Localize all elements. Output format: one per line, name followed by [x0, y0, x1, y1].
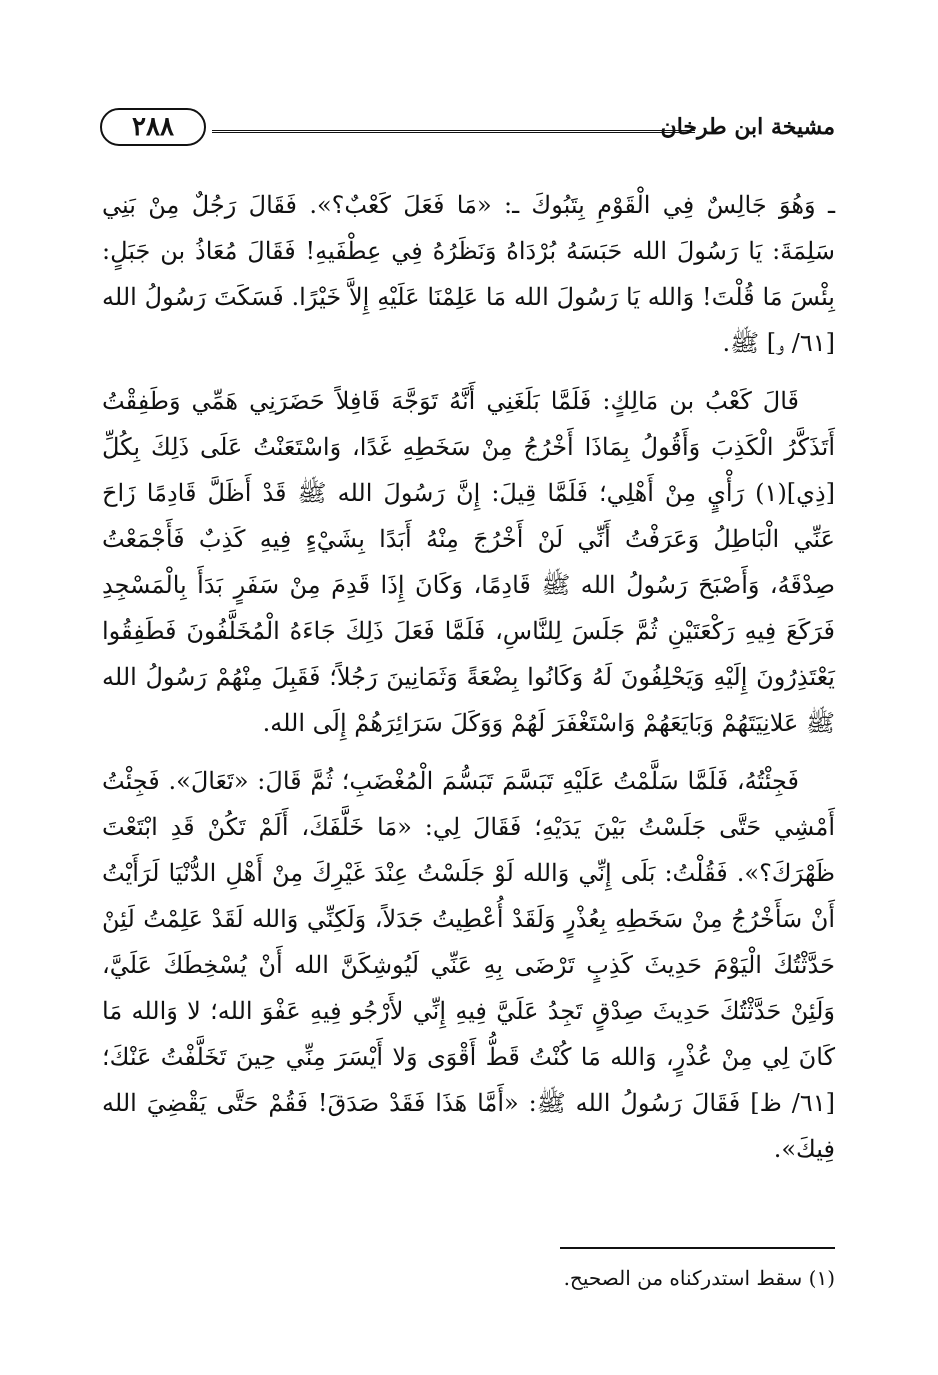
page-number: ٢٨٨: [100, 108, 206, 146]
paragraph: قَالَ كَعْبُ بن مَالِكٍ: فَلَمَّا بَلَغَنِي أَنَّهُ تَوَجَّهَ قَافِلاً حَضَرَنِي هَمِّي وَطَفِقْتُ أَتَذَكَّرُ الْكَذِبَ وَأَقُولُ بِمَاذَا أَخْرُجُ مِنْ سَخَطِهِ غَدًا، وَاسْتَعَنْتُ عَلَى ذَلِكَ بِكُلِّ [ذِي](١) رَأْيٍ مِنْ أَهْلِي؛ فَلَمَّا قِيلَ: إِنَّ رَسُولَ الله ﷺ قَدْ أَظَلَّ قَادِمًا زَاحَ عَنِّي الْبَاطِلُ وَعَرَفْتُ أَنِّي لَنْ أَخْرُجَ مِنْهُ أَبَدًا بِشَيْءٍ فِيهِ كَذِبٌ فَأَجْمَعْتُ صِدْقَهُ، وَأَصْبَحَ رَسُولُ الله ﷺ قَادِمًا، وَكَانَ إِذَا قَدِمَ مِنْ سَفَرٍ بَدَأَ بِالْمَسْجِدِ فَرَكَعَ فِيهِ رَكْعَتَيْنِ ثُمَّ جَلَسَ لِلنَّاسِ، فَلَمَّا فَعَلَ ذَلِكَ جَاءَهُ الْمُخَلَّفُونَ فَطَفِقُوا يَعْتَذِرُونَ إِلَيْهِ وَيَحْلِفُونَ لَهُ وَكَانُوا بِضْعَةً وَثَمَانِينَ رَجُلاً؛ فَقَبِلَ مِنْهُمْ رَسُولُ الله ﷺ عَلانِيَتَهُمْ وَبَايَعَهُمْ وَاسْتَغْفَرَ لَهُمْ وَوَكَلَ سَرَائِرَهُمْ إِلَى الله.: [102, 387, 835, 737]
footnote: (١) سقط استدركناه من الصحيح.: [563, 1266, 835, 1290]
main-text: [102, 182, 835, 1184]
paragraph: ـ وَهُوَ جَالِسٌ فِي الْقَوْمِ بِتَبُوكَ ـ: «مَا فَعَلَ كَعْبٌ؟». فَقَالَ رَجُلٌ مِنْ بَنِي سَلِمَةَ: يَا رَسُولَ الله حَبَسَهُ بُرْدَاهُ وَنَظَرُهُ فِي عِطْفَيهِ! فَقَالَ مُعَاذُ بن جَبَلٍ: بِئْسَ مَا قُلْتَ! وَالله يَا رَسُولَ الله مَا عَلِمْنَا عَلَيْهِ إِلاَّ خَيْرًا. فَسَكَتَ رَسُولُ الله [٦١/ و] ﷺ.: [102, 191, 835, 357]
header-divider: [212, 130, 695, 136]
page-header: [100, 100, 835, 160]
paragraph: فَجِئْتُهُ، فَلَمَّا سَلَّمْتُ عَلَيْهِ تَبَسَّمَ تَبَسُّمَ الْمُغْضَبِ؛ ثُمَّ قَالَ: «تَعَالَ». فَجِئْتُ أَمْشِي حَتَّى جَلَسْتُ بَيْنَ يَدَيْهِ؛ فَقَالَ لِي: «مَا خَلَّفَكَ، أَلَمْ تَكُنْ قَدِ ابْتَعْتَ ظَهْرَكَ؟». فَقُلْتُ: بَلَى إِنِّي وَالله لَوْ جَلَسْتُ عِنْدَ غَيْرِكَ مِنْ أَهْلِ الدُّنْيَا لَرَأَيْتُ أَنْ سَأَخْرُجُ مِنْ سَخَطِهِ بِعُذْرٍ وَلَقَدْ أُعْطِيتُ جَدَلاً، وَلَكِنِّي وَالله لَقَدْ عَلِمْتُ لَئِنْ حَدَّثْتُكَ الْيَوْمَ حَدِيثَ كَذِبٍ تَرْضَى بِهِ عَنِّي لَيُوشِكَنَّ الله أَنْ يُسْخِطَكَ عَلَيَّ، وَلَئِنْ حَدَّثْتُكَ حَدِيثَ صِدْقٍ تَجِدُ عَلَيَّ فِيهِ إِنِّي لأَرْجُو فِيهِ عَفْوَ الله؛ لا وَالله مَا كَانَ لِي مِنْ عُذْرٍ، وَالله مَا كُنْتُ قَطُّ أَقْوَى وَلا أَيْسَرَ مِنِّي حِينَ تَخَلَّفْتُ عَنْكَ؛ [٦١/ ظ] فَقَالَ رَسُولُ الله ﷺ: «أَمَّا هَذَا فَقَدْ صَدَقَ! فَقُمْ حَتَّى يَقْضِيَ الله فِيكَ».: [102, 767, 835, 1163]
running-title: مشيخة ابن طرخان: [660, 114, 835, 140]
footnote-divider: [560, 1247, 835, 1249]
